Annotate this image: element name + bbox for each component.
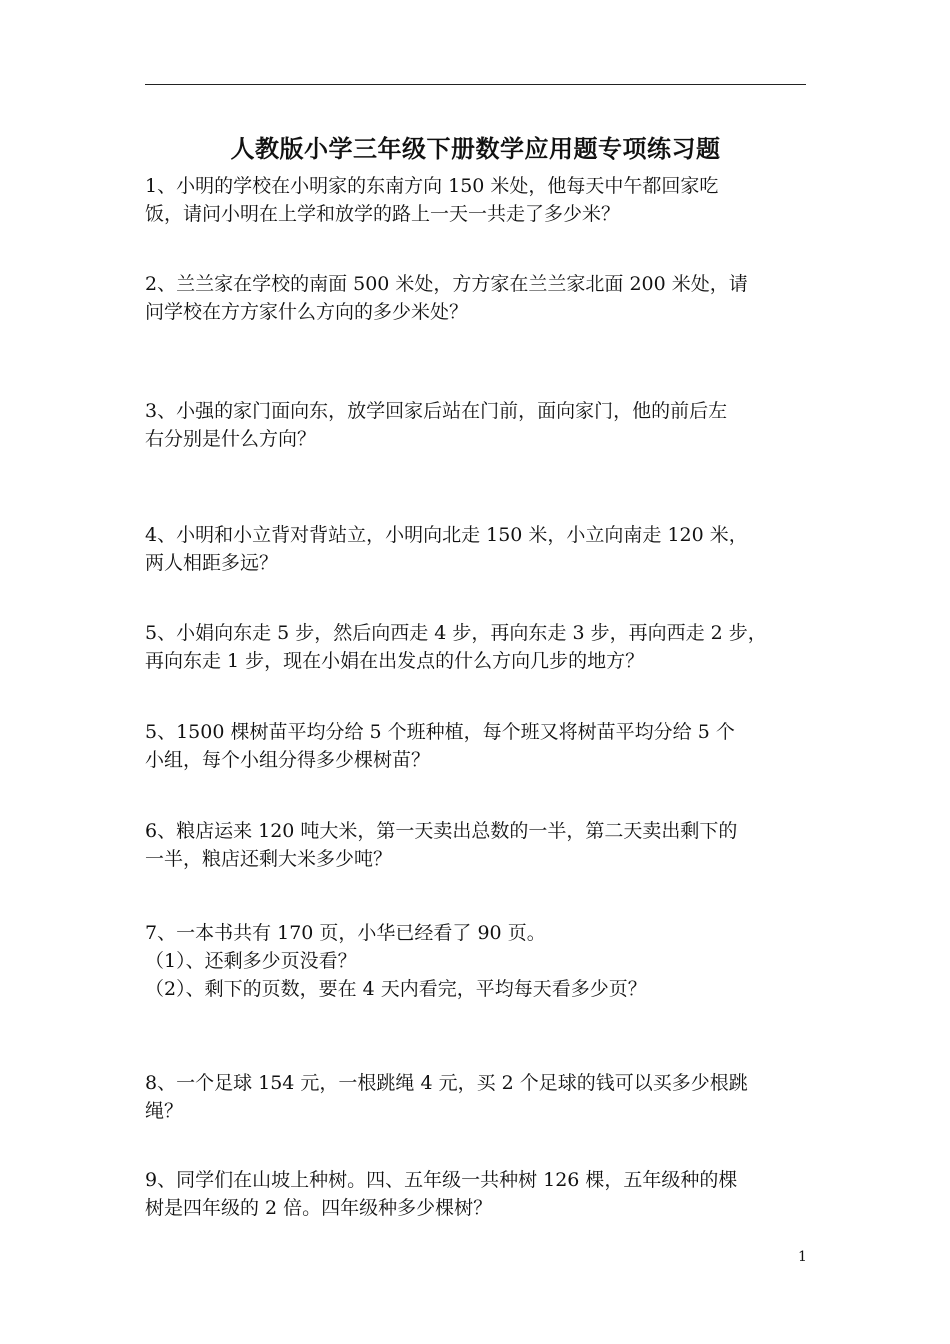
question-9 [145,1166,806,1222]
question-line: 3、小强的家门面向东，放学回家后站在门前，面向家门，他的前后左 [145,400,728,422]
question-1 [145,172,806,228]
question-4 [145,521,806,577]
question-line: 5、1500 棵树苗平均分给 5 个班种植，每个班又将树苗平均分给 5 个 [145,721,735,743]
question-line: 8、一个足球 154 元，一根跳绳 4 元，买 2 个足球的钱可以买多少根跳 [145,1072,748,1094]
page-number: 1 [798,1249,807,1265]
question-line: 9、同学们在山坡上种树。四、五年级一共种树 126 棵，五年级种的棵 [145,1169,738,1191]
document-title: 人教版小学三年级下册数学应用题专项练习题 [230,134,721,163]
question-5 [145,619,806,675]
question-line: 5、小娟向东走 5 步，然后向西走 4 步，再向东走 3 步，再向西走 2 步， [145,622,767,644]
question-8 [145,1069,806,1125]
question-line: 7、一本书共有 170 页，小华已经看了 90 页。 [145,922,546,944]
question-5b [145,718,806,774]
question-line: 再向东走 1 步，现在小娟在出发点的什么方向几步的地方？ [145,650,645,672]
question-3 [145,397,806,453]
question-7 [145,919,806,1003]
question-line: 右分别是什么方向？ [145,428,317,450]
question-line: （2）、剩下的页数，要在 4 天内看完，平均每天看多少页？ [145,978,647,1000]
question-line: （1）、还剩多少页没看？ [145,950,357,972]
question-line: 小组，每个小组分得多少棵树苗？ [145,749,431,771]
header-rule [145,84,806,85]
question-line: 树是四年级的 2 倍。四年级种多少棵树？ [145,1197,493,1219]
question-line: 4、小明和小立背对背站立，小明向北走 150 米，小立向南走 120 米， [145,524,748,546]
question-line: 1、小明的学校在小明家的东南方向 150 米处，他每天中午都回家吃 [145,175,719,197]
question-line: 两人相距多远？ [145,552,279,574]
question-6 [145,817,806,873]
question-line: 问学校在方方家什么方向的多少米处？ [145,301,469,323]
question-line: 一半，粮店还剩大米多少吨？ [145,848,393,870]
question-line: 2、兰兰家在学校的南面 500 米处，方方家在兰兰家北面 200 米处，请 [145,273,748,295]
question-line: 绳？ [145,1100,184,1122]
question-2 [145,270,806,326]
question-line: 饭，请问小明在上学和放学的路上一天一共走了多少米？ [145,203,621,225]
question-line: 6、粮店运来 120 吨大米，第一天卖出总数的一半，第二天卖出剩下的 [145,820,738,842]
